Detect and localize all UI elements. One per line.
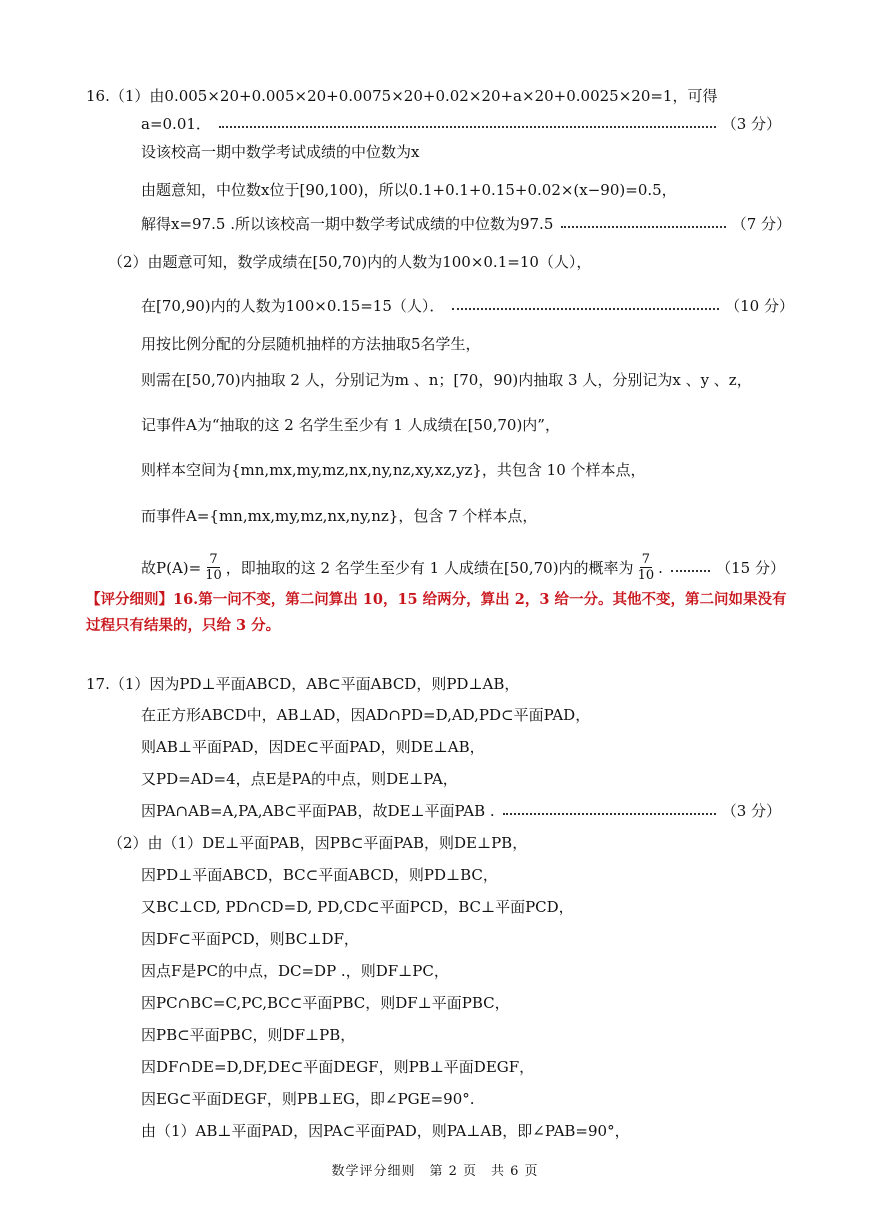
p16-line-12: 而事件A={mn,mx,my,mz,nx,ny,nz}，包含 7 个样本点，: [141, 507, 538, 525]
p17-line-10: 因点F是PC的中点，DC=DP .，则DF⊥PC，: [141, 962, 449, 980]
dot-leader: [219, 126, 716, 128]
p16-line-9: 则需在[50,70)内抽取 2 人，分别记为m 、n；[70，90)内抽取 3 人，分别记为x 、y 、z，: [141, 371, 752, 389]
p17-line-3: 则AB⊥平面PAD，因DE⊂平面PAD，则DE⊥AB，: [141, 738, 485, 756]
p17-line-8: 又BC⊥CD, PD∩CD=D, PD,CD⊂平面PCD，BC⊥平面PCD，: [141, 898, 574, 916]
score-marker: （10 分）: [725, 297, 794, 315]
dot-leader: [503, 813, 716, 815]
p16-line-4: 由题意知，中位数x位于[90,100)，所以0.1+0.1+0.15+0.02×(x−90)=0.5，: [141, 181, 677, 199]
dot-leader: [561, 226, 725, 228]
p16-line-8: 用按比例分配的分层随机抽样的方法抽取5名学生，: [141, 335, 481, 353]
p17-line-9: 因DF⊂平面PCD，则BC⊥DF，: [141, 930, 359, 948]
p17-line-14: 因EG⊂平面DEGF，则PB⊥EG，即∠PGE=90°.: [141, 1090, 475, 1108]
score-marker: （3 分）: [721, 115, 781, 133]
p17-line-7: 因PD⊥平面ABCD，BC⊂平面ABCD，则PD⊥BC，: [141, 866, 498, 884]
p16-line-3: 设该校高一期中数学考试成绩的中位数为x: [141, 143, 420, 161]
p17-line-6: （2）由（1）DE⊥平面PAB，因PB⊂平面PAB，则DE⊥PB，: [108, 834, 528, 852]
p17-line-13: 因DF∩DE=D,DF,DE⊂平面DEGF，则PB⊥平面DEGF，: [141, 1058, 535, 1076]
rubric-note-line-1: 【评分细则】16.第一问不变，第二问算出 10，15 给两分，算出 2，3 给一分。其他不变，第二问如果没有: [86, 591, 787, 608]
p17-line-15: 由（1）AB⊥平面PAD，因PA⊂平面PAD，则PA⊥AB，即∠PAB=90°，: [141, 1122, 630, 1140]
p17-line-2: 在正方形ABCD中，AB⊥AD，因AD∩PD=D,AD,PD⊂平面PAD，: [141, 706, 591, 724]
p17-line-4: 又PD=AD=4，点E是PA的中点，则DE⊥PA，: [141, 770, 458, 788]
dot-leader: [671, 570, 710, 572]
fraction-7-10: $\frac{7}{10}$: [205, 552, 222, 583]
score-marker: （7 分）: [731, 215, 791, 233]
p16-line-2: a=0.01． （3 分）: [141, 115, 781, 133]
fraction-7-10-b: $\frac{7}{10}$: [637, 552, 655, 583]
p16-line-11: 则样本空间为{mn,mx,my,mz,nx,ny,nz,xy,xz,yz}，共包含 10 个样本点，: [141, 461, 646, 479]
p17-line-1: 17.（1）因为PD⊥平面ABCD，AB⊂平面ABCD，则PD⊥AB，: [86, 675, 520, 693]
page-footer: 数学评分细则 第 2 页 共 6 页: [331, 1164, 539, 1179]
p16-line-6: （2）由题意可知，数学成绩在[50,70)内的人数为100×0.1=10（人），: [108, 253, 592, 271]
score-marker: （15 分）: [716, 558, 785, 577]
score-marker: （3 分）: [721, 802, 781, 820]
p16-line-5: 解得x=97.5 .所以该校高一期中数学考试成绩的中位数为97.5 （7 分）: [141, 215, 791, 233]
p16-line-13: 故P(A)= $\frac{7}{10}$ ，即抽取的这 2 名学生至少有 1 人成绩在[50,70)内的概率为 $\frac{7}{10}$ . （15 分）: [141, 552, 785, 583]
rubric-note-line-2: 过程只有结果的，只给 3 分。: [86, 617, 281, 634]
p16-line-7: 在[70,90)内的人数为100×0.15=15（人）． （10 分）: [141, 297, 794, 315]
p17-line-5: 因PA∩AB=A,PA,AB⊂平面PAB，故DE⊥平面PAB . （3 分）: [141, 802, 781, 820]
p16-line-10: 记事件A为“抽取的这 2 名学生至少有 1 人成绩在[50,70)内”，: [141, 416, 560, 434]
p17-line-12: 因PB⊂平面PBC，则DF⊥PB，: [141, 1026, 356, 1044]
p16-line-1: 16.（1）由0.005×20+0.005×20+0.0075×20+0.02×20+a×20+0.0025×20=1，可得: [86, 87, 718, 105]
dot-leader: [452, 308, 719, 310]
p17-line-11: 因PC∩BC=C,PC,BC⊂平面PBC，则DF⊥平面PBC，: [141, 994, 510, 1012]
